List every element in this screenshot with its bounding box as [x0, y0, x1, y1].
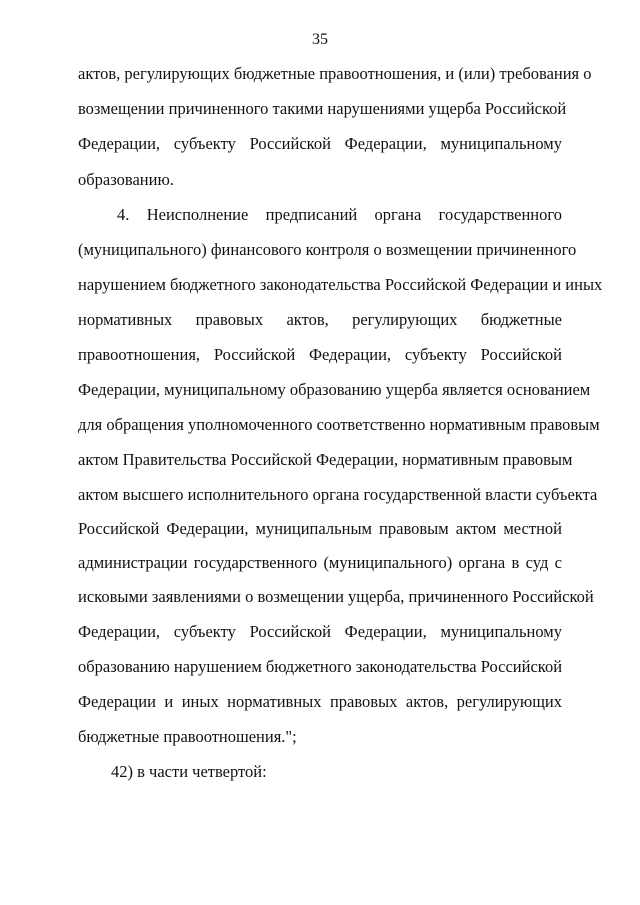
text-line: администрации государственного (муниципального) органа в суд с [78, 553, 562, 572]
text-line: Федерации, субъекту Российской Федерации, муниципальному [78, 622, 562, 641]
text-line: нарушением бюджетного законодательства Российской Федерации и иных [78, 275, 603, 294]
text-line: Российской Федерации, муниципальным правовым актом местной [78, 519, 562, 538]
text-line: правоотношения, Российской Федерации, субъекту Российской [78, 345, 562, 364]
text-line: для обращения уполномоченного соответственно нормативным правовым [78, 415, 600, 434]
text-line: образованию нарушением бюджетного законодательства Российской [78, 657, 563, 676]
text-line: Федерации, субъекту Российской Федерации, муниципальному [78, 134, 562, 153]
text-line: актом высшего исполнительного органа государственной власти субъекта [78, 485, 598, 504]
text-line: актов, регулирующих бюджетные правоотношения, и (или) требования о [78, 64, 592, 83]
page-number: 35 [312, 31, 328, 48]
text-line: актом Правительства Российской Федерации, нормативным правовым [78, 450, 573, 469]
text-line: (муниципального) финансового контроля о возмещении причиненного [78, 240, 577, 259]
text-line: нормативных правовых актов, регулирующих бюджетные [78, 310, 562, 329]
text-line: Федерации и иных нормативных правовых актов, регулирующих [78, 692, 562, 711]
list-item-heading: 42) в части четвертой: [111, 762, 267, 781]
text-line: исковыми заявлениями о возмещении ущерба, причиненного Российской [78, 587, 594, 606]
paragraph-start-line: 4. Неисполнение предписаний органа государственного [117, 205, 562, 224]
text-line: возмещении причиненного такими нарушениями ущерба Российской [78, 99, 567, 118]
text-line: Федерации, муниципальному образованию ущерба является основанием [78, 380, 591, 399]
text-line: образованию. [78, 170, 174, 189]
text-line: бюджетные правоотношения."; [78, 727, 297, 746]
